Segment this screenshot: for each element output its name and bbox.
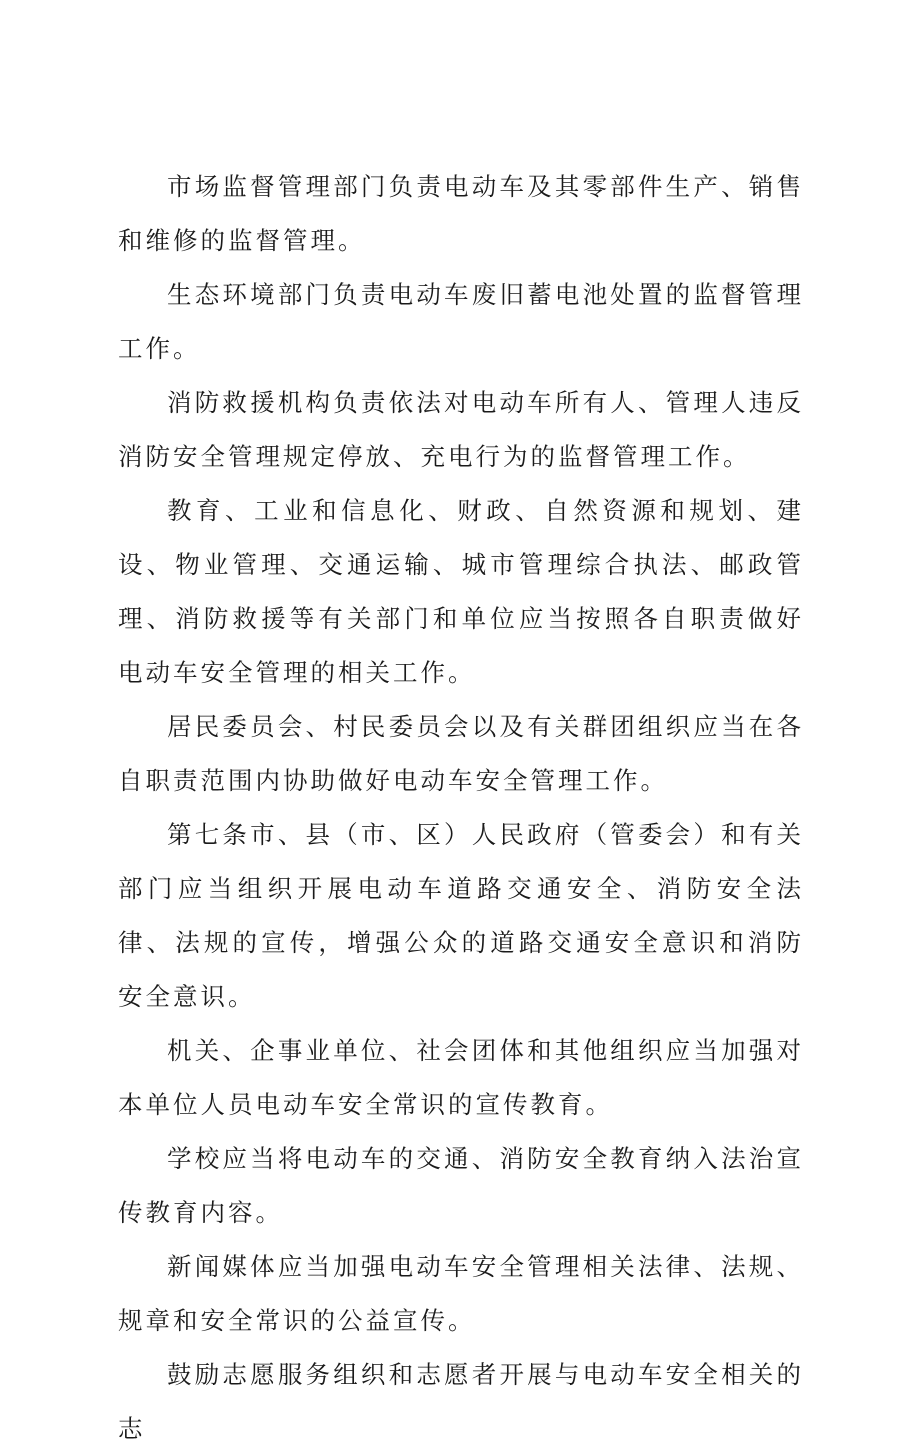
paragraph-ecology-environment: 生态环境部门负责电动车废旧蓄电池处置的监督管理工作。 (118, 280, 804, 363)
paragraph-organizations: 机关、企事业单位、社会团体和其他组织应当加强对本单位人员电动车安全常识的宣传教育。 (118, 1036, 804, 1119)
paragraph-news-media: 新闻媒体应当加强电动车安全管理相关法律、法规、规章和安全常识的公益宣传。 (118, 1252, 804, 1335)
paragraph-market-supervision: 市场监督管理部门负责电动车及其零部件生产、销售和维修的监督管理。 (118, 172, 804, 255)
document-body (118, 160, 804, 1456)
paragraph-article-seven: 第七条市、县（市、区）人民政府（管委会）和有关部门应当组织开展电动车道路交通安全、消防安全法律、法规的宣传，增强公众的道路交通安全意识和消防安全意识。 (118, 820, 804, 1011)
paragraph-volunteers: 鼓励志愿服务组织和志愿者开展与电动车安全相关的志 (118, 1360, 804, 1443)
paragraph-related-departments: 教育、工业和信息化、财政、自然资源和规划、建设、物业管理、交通运输、城市管理综合执法、邮政管理、消防救援等有关部门和单位应当按照各自职责做好电动车安全管理的相关工作。 (118, 496, 804, 687)
paragraph-fire-rescue: 消防救援机构负责依法对电动车所有人、管理人违反消防安全管理规定停放、充电行为的监督管理工作。 (118, 388, 804, 471)
paragraph-schools: 学校应当将电动车的交通、消防安全教育纳入法治宣传教育内容。 (118, 1144, 804, 1227)
paragraph-residents-committees: 居民委员会、村民委员会以及有关群团组织应当在各自职责范围内协助做好电动车安全管理工作。 (118, 712, 804, 795)
